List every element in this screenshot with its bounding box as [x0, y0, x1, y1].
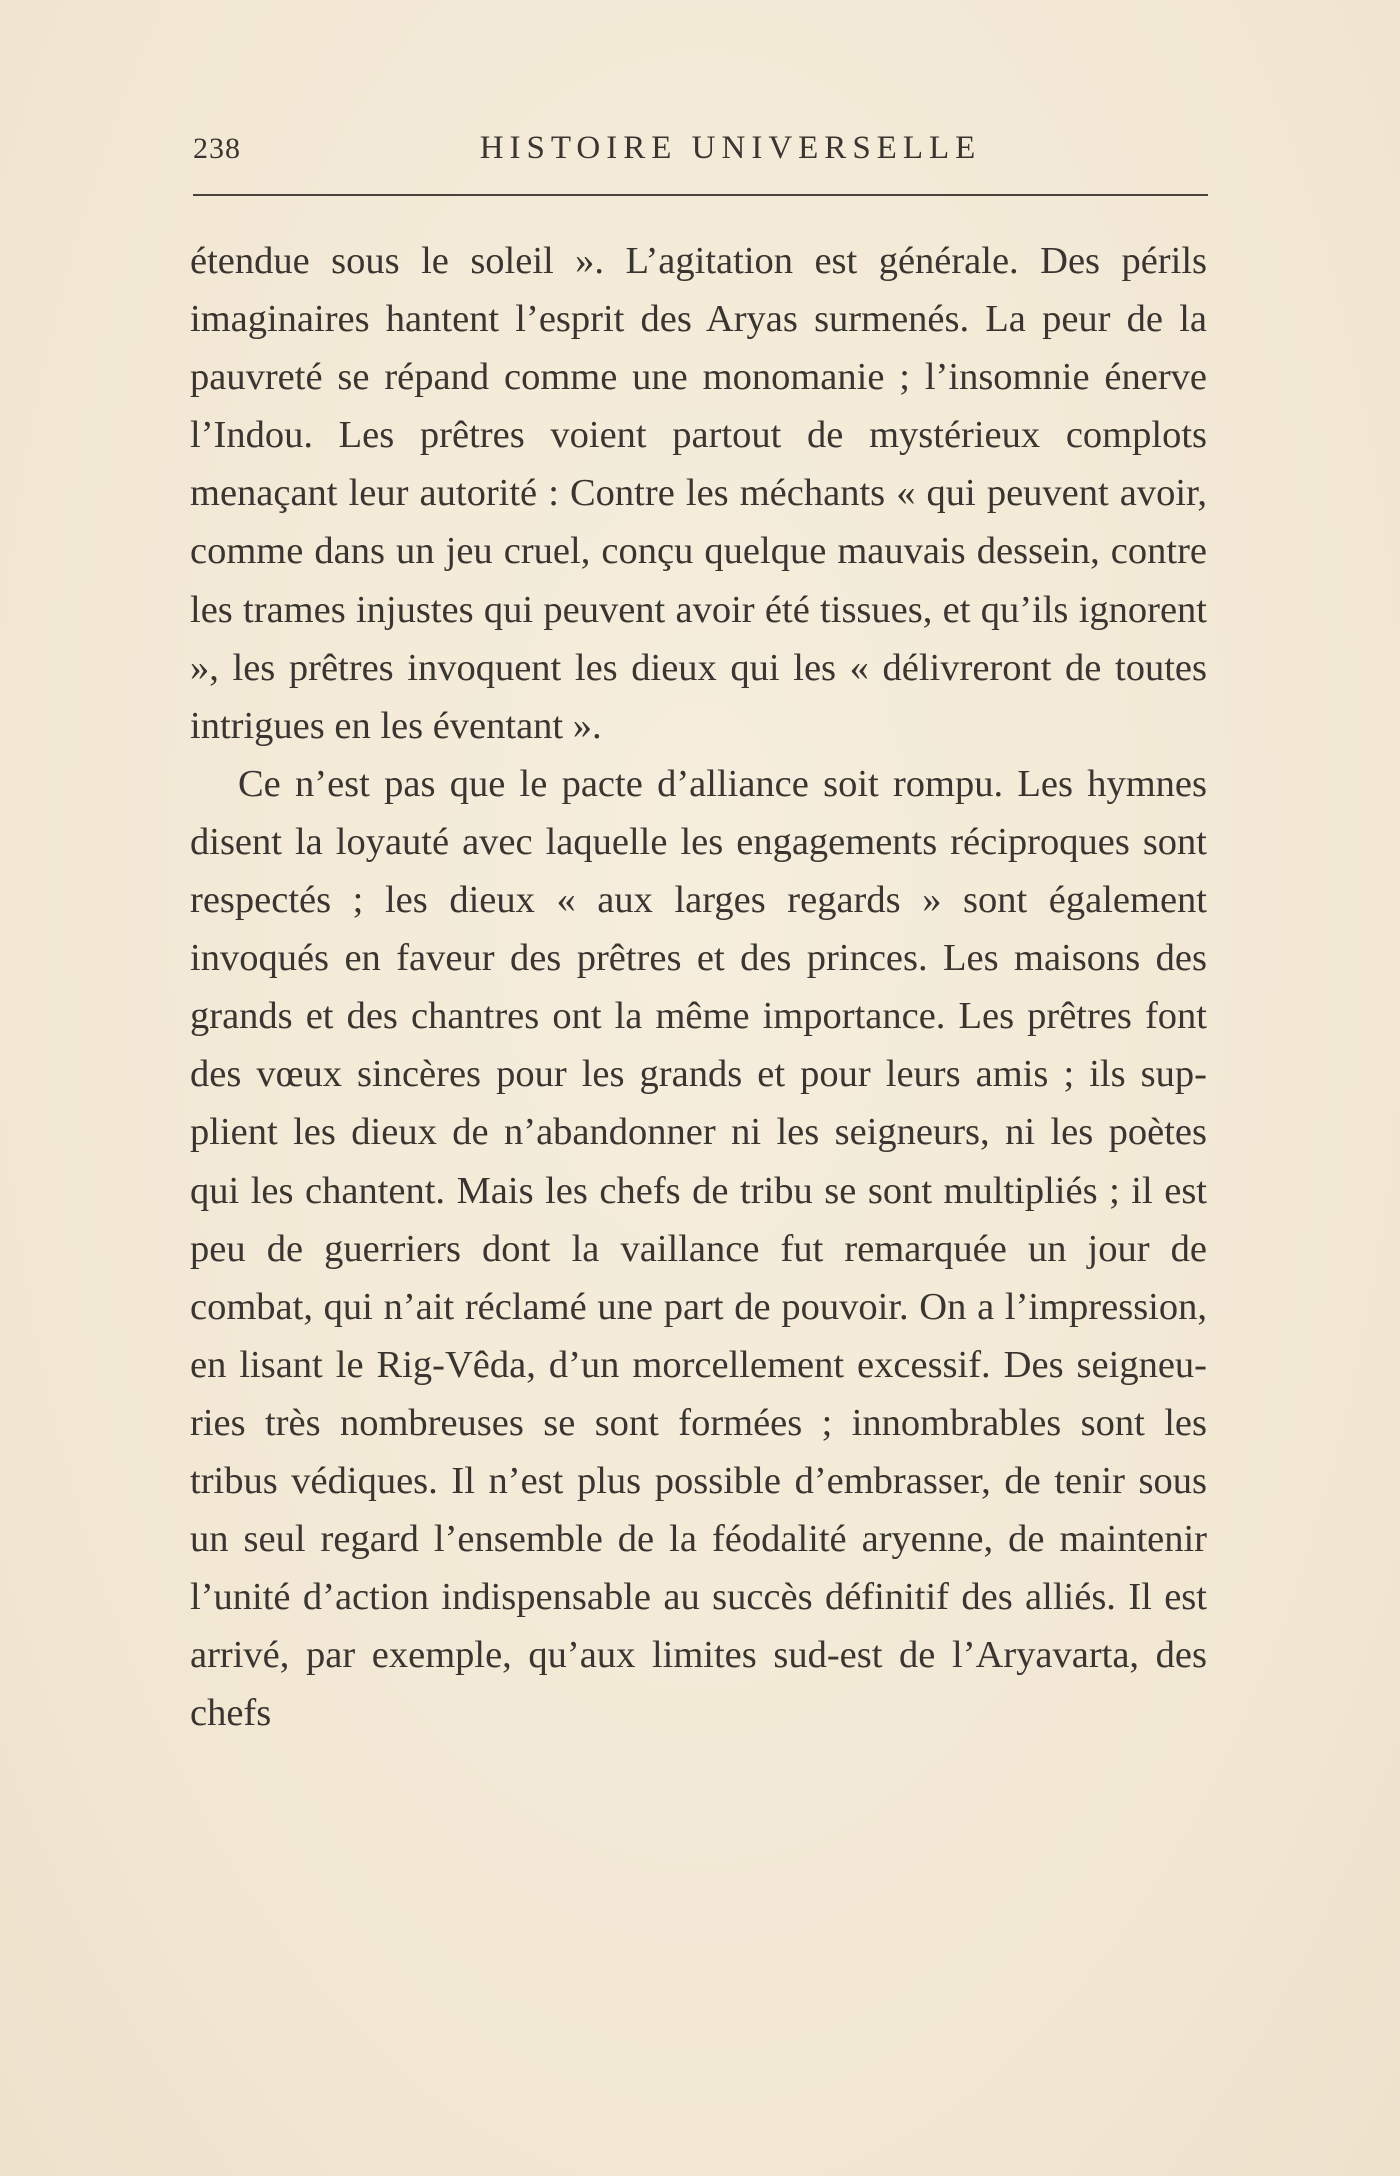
- body-text: [190, 232, 1207, 1742]
- page-number: 238: [193, 132, 241, 165]
- paragraph: étendue sous le soleil ». L’agitation est générale. Des périls imaginaires hantent l’esprit des Aryas surmenés. La peur de la pauvreté se répand comme une monomanie ; l’insomnie énerve l’Indou. Les prêtres voient partout de mystérieux complots menaçant leur autorité : Contre les méchants « qui peuvent avoir, comme dans un jeu cruel, conçu quelque mauvais dessein, contre les trames injustes qui peuvent avoir été tissues, et qu’ils ignorent », les prêtres invoquent les dieux qui les « délivreront de toutes intrigues en les éventant ».: [190, 240, 1207, 747]
- page-header: [193, 128, 1208, 172]
- running-title: HISTOIRE UNIVERSELLE: [479, 130, 982, 166]
- paragraph: Ce n’est pas que le pacte d’alliance soit rompu. Les hymnes disent la loyauté avec laquelle les engagements réciproques sont respectés ; les dieux « aux larges regards » sont également invoqués en faveur des prêtres et des princes. Les maisons des grands et des chantres ont la même importance. Les prêtres font des vœux sincères pour les grands et pour leurs amis ; ils supplient les dieux de n’abandonner ni les seigneurs, ni les poètes qui les chantent. Mais les chefs de tribu se sont multipliés ; il est peu de guerriers dont la vaillance fut remarquée un jour de combat, qui n’ait réclamé une part de pouvoir. On a l’impression, en lisant le Rig-Vêda, d’un morcellement excessif. Des seigneuries très nombreuses se sont formées ; innombrables sont les tribus védiques. Il n’est plus possible d’embrasser, de tenir sous un seul regard l’ensemble de la féodalité aryenne, de maintenir l’unité d’action indispensable au succès définitif des alliés. Il est arrivé, par exemple, qu’aux limites sud-est de l’Aryavarta, des chefs: [190, 762, 1207, 1735]
- header-rule: [193, 194, 1208, 196]
